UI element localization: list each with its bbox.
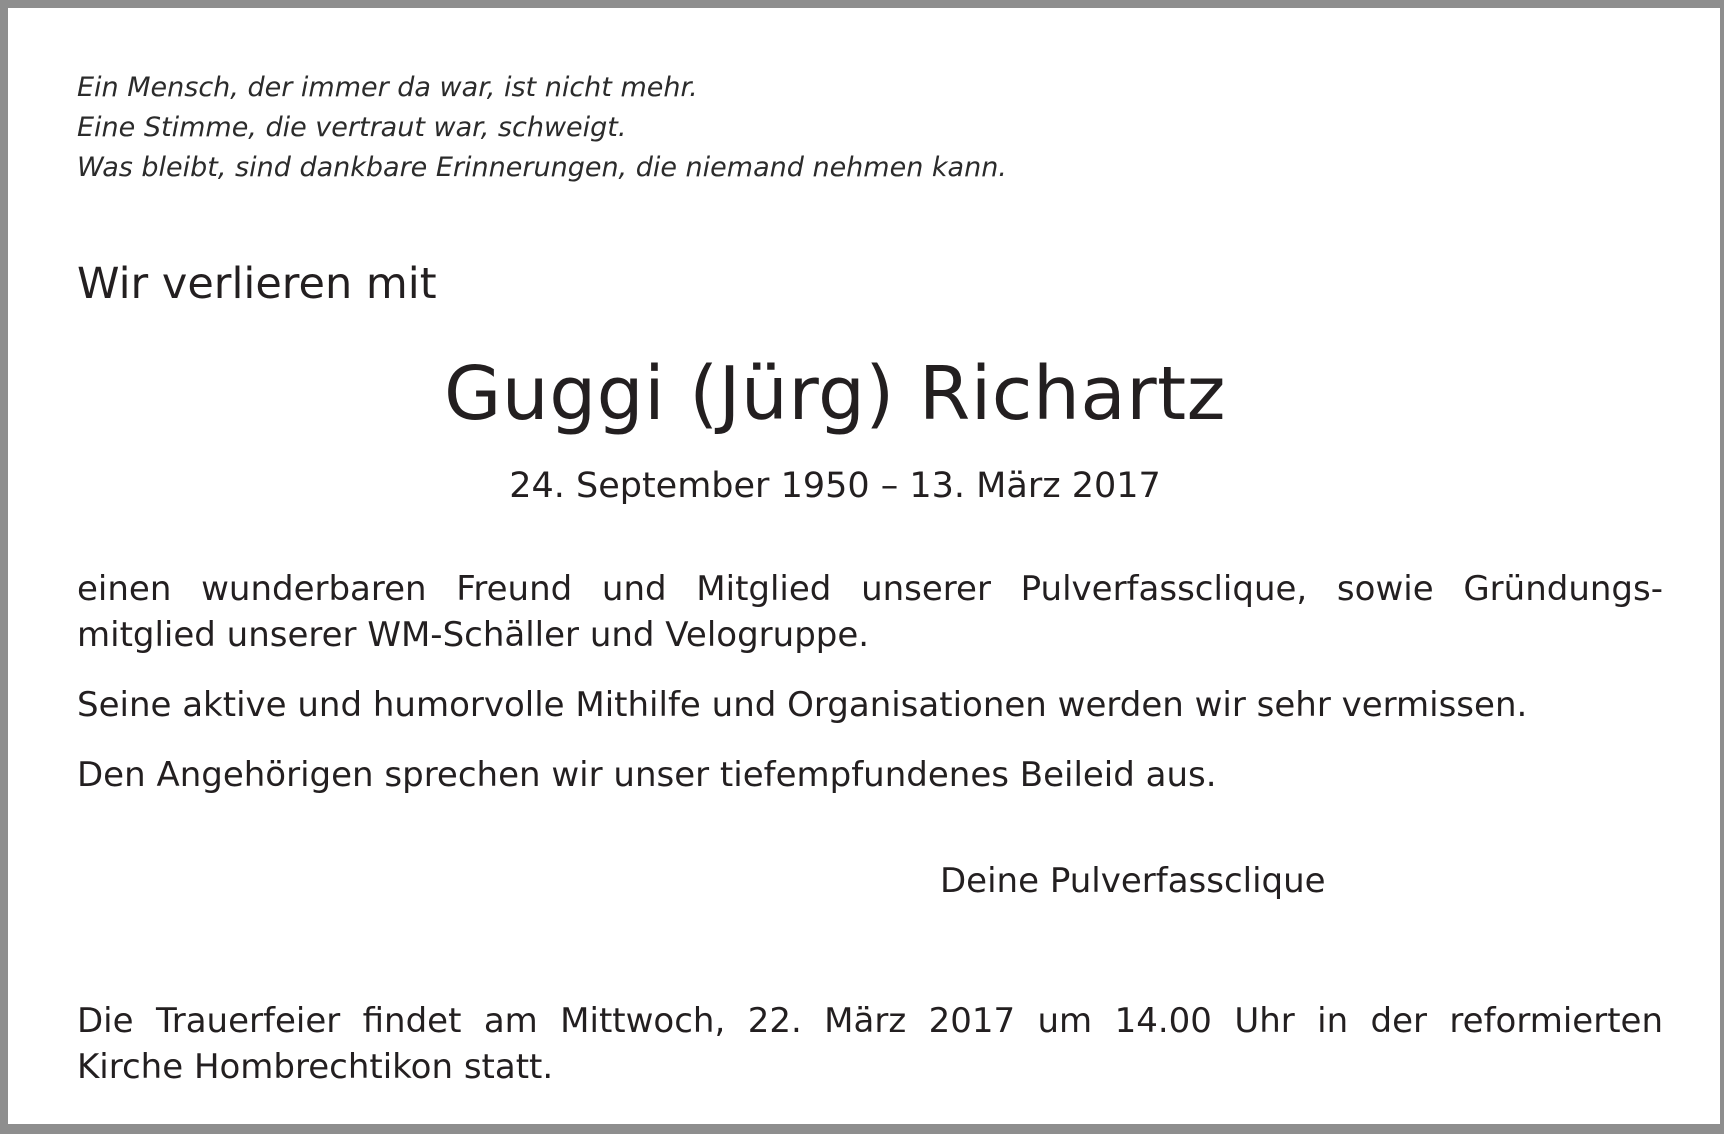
motto-line-1: Ein Mensch, der immer da war, ist nicht mehr. — [77, 72, 698, 103]
tribute-line-1: einen wunderbaren Freund und Mitglied unserer Pulverfassclique, sowie Gründungs- — [77, 569, 1663, 609]
motto-line-3: Was bleibt, sind dankbare Erinnerungen, die niemand nehmen kann. — [77, 152, 1007, 183]
life-dates: 24. September 1950 – 13. März 2017 — [509, 466, 1161, 506]
tribute-line-2: mitglied unserer WM-Schäller und Velogruppe. — [77, 615, 870, 655]
deceased-name: Guggi (Jürg) Richartz — [443, 351, 1227, 437]
tribute-paragraph — [77, 566, 1663, 658]
service-line-1: Die Trauerfeier findet am Mittwoch, 22. März 2017 um 14.00 Uhr in der reformierten — [77, 1001, 1663, 1041]
obituary-content — [77, 68, 1663, 1087]
service-paragraph — [77, 998, 1663, 1090]
condolence-paragraph: Den Angehörigen sprechen wir unser tiefempfundenes Beileid aus. — [77, 755, 1217, 795]
motto-line-2: Eine Stimme, die vertraut war, schweigt. — [77, 112, 627, 143]
intro-text: Wir verlieren mit — [77, 259, 437, 309]
signature: Deine Pulverfassclique — [940, 861, 1326, 901]
motto-verse — [77, 68, 1663, 188]
service-line-2: Kirche Hombrechtikon statt. — [77, 1047, 554, 1087]
appreciation-paragraph: Seine aktive und humorvolle Mithilfe und Organisationen werden wir sehr vermissen. — [77, 685, 1528, 725]
